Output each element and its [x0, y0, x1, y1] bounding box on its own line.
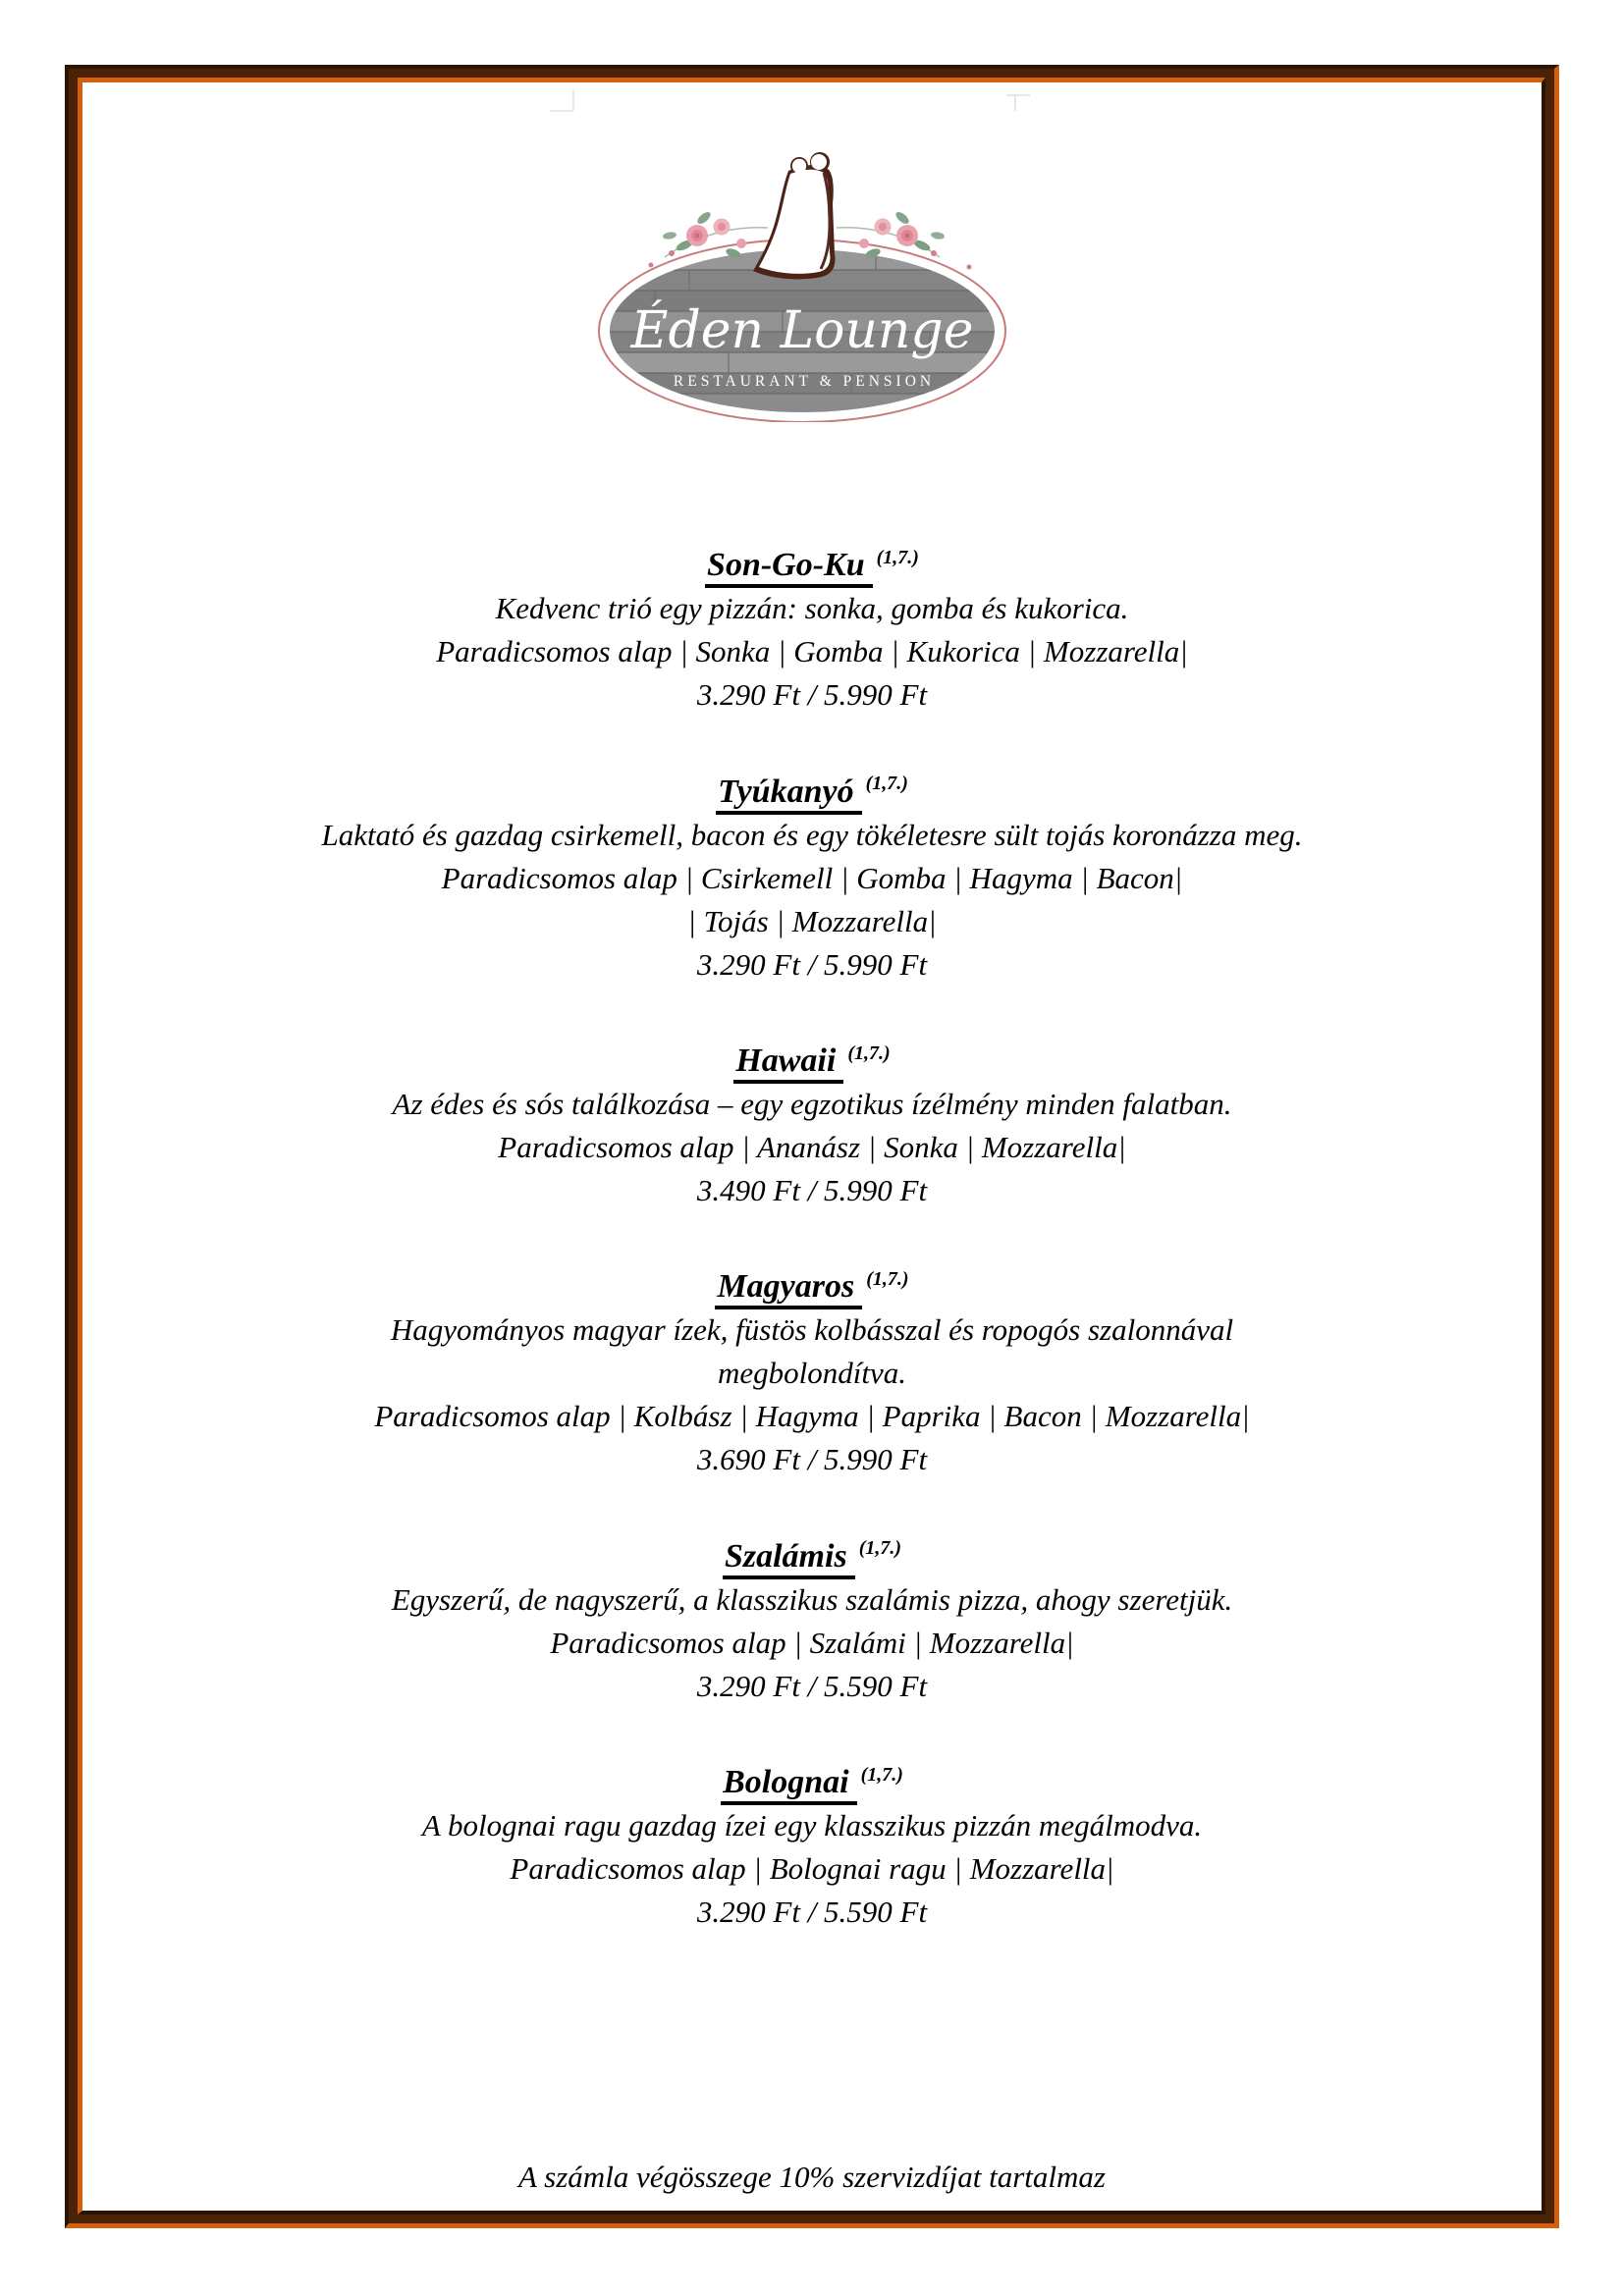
- menu-item-description-line: Egyszerű, de nagyszerű, a klasszikus szalámis pizza, ahogy szeretjük.: [391, 1581, 1233, 1617]
- menu-item-description-line: Hagyományos magyar ízek, füstös kolbásszal és ropogós szalonnával: [390, 1312, 1234, 1348]
- menu-item-price: 3.290 Ft / 5.590 Ft: [696, 1894, 928, 1929]
- menu-item-allergens: (1,7.): [866, 1267, 909, 1290]
- menu-item-toppings-line: Paradicsomos alap | Bolognai ragu | Mozzarella|: [510, 1850, 1114, 1886]
- menu-item-name: Son-Go-Ku: [705, 547, 873, 588]
- menu-item-name: Tyúkanyó: [716, 774, 862, 815]
- menu-item-toppings-line: Paradicsomos alap | Sonka | Gomba | Kukorica | Mozzarella|: [436, 634, 1188, 669]
- menu-item-price: 3.290 Ft / 5.990 Ft: [696, 677, 928, 713]
- menu-item: [0, 1257, 1624, 1481]
- menu-item-allergens: (1,7.): [847, 1041, 891, 1064]
- menu-item-description-line: Kedvenc trió egy pizzán: sonka, gomba és kukorica.: [495, 591, 1129, 626]
- menu-item-price: 3.690 Ft / 5.990 Ft: [696, 1442, 928, 1477]
- menu-item-title: [0, 762, 1624, 813]
- logo-crop-marks: [550, 90, 1030, 111]
- menu-item-title: [0, 1257, 1624, 1308]
- menu-item-name: Bolognai: [721, 1764, 856, 1805]
- menu-item-name: Hawaii: [733, 1042, 843, 1084]
- menu-item-allergens: (1,7.): [865, 773, 908, 795]
- menu-item-name: Szalámis: [723, 1538, 855, 1579]
- logo-subtitle-text: RESTAURANT & PENSION: [673, 373, 936, 390]
- menu-item-description-line: megbolondítva.: [718, 1356, 906, 1391]
- menu-item-title: [0, 536, 1624, 587]
- menu-item-toppings-line: | Tojás | Mozzarella|: [687, 903, 937, 938]
- menu-item: [0, 1753, 1624, 1934]
- menu-item-price: 3.290 Ft / 5.990 Ft: [696, 946, 928, 982]
- restaurant-logo: [537, 88, 1087, 422]
- menu-item: [0, 1526, 1624, 1707]
- service-fee-note: A számla végösszege 10% szervizdíjat tartalmaz: [518, 2160, 1106, 2194]
- menu-item-title: [0, 1753, 1624, 1804]
- dancing-couple-icon: [753, 152, 835, 279]
- menu-item-allergens: (1,7.): [858, 1537, 902, 1560]
- menu-item-price: 3.490 Ft / 5.990 Ft: [696, 1172, 928, 1207]
- menu-item-description-line: A bolognai ragu gazdag ízei egy klasszikus pizzán megálmodva.: [421, 1807, 1203, 1842]
- menu-item-toppings-line: Paradicsomos alap | Ananász | Sonka | Mozzarella|: [498, 1129, 1126, 1164]
- menu-item: [0, 1032, 1624, 1212]
- menu-item-title: [0, 1526, 1624, 1577]
- menu-item-allergens: (1,7.): [860, 1763, 903, 1786]
- logo-name-text: Éden Lounge: [630, 301, 974, 360]
- menu-item-allergens: (1,7.): [876, 547, 919, 568]
- menu-item-toppings-line: Paradicsomos alap | Csirkemell | Gomba | Hagyma | Bacon|: [441, 860, 1183, 895]
- menu-item: [0, 536, 1624, 717]
- menu-item-description-line: Az édes és sós találkozása – egy egzotikus ízélmény minden falatban.: [392, 1086, 1232, 1121]
- menu-item-toppings-line: Paradicsomos alap | Szalámi | Mozzarella|: [550, 1625, 1074, 1660]
- menu-item-name: Magyaros: [715, 1268, 862, 1309]
- menu-list: [0, 536, 1624, 1934]
- menu-item-title: [0, 1032, 1624, 1083]
- menu-item: [0, 762, 1624, 986]
- menu-item-description-line: Laktató és gazdag csirkemell, bacon és egy tökéletesre sült tojás koronázza meg.: [321, 817, 1303, 852]
- menu-item-price: 3.290 Ft / 5.590 Ft: [696, 1668, 928, 1703]
- menu-item-toppings-line: Paradicsomos alap | Kolbász | Hagyma | Paprika | Bacon | Mozzarella|: [374, 1399, 1250, 1434]
